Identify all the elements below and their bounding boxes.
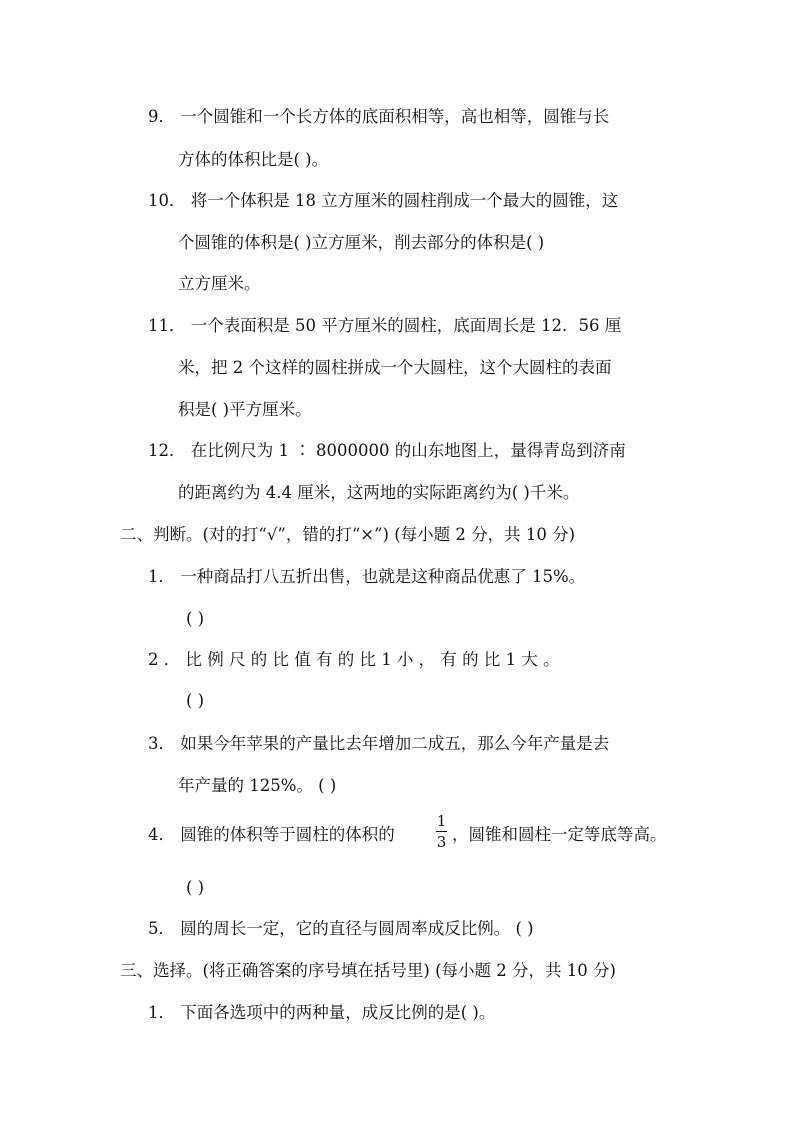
judge-2-text: 2 ． 比 例 尺 的 比 值 有 的 比 1 小 ， 有 的 比 1 大 。 — [148, 650, 560, 669]
judge-5-text: 5． 圆的周长一定，它的直径与圆周率成反比例。 ( ) — [148, 919, 534, 938]
judge-4-fraction — [436, 813, 447, 851]
section-3-heading: 三、选择。(将正确答案的序号填在括号里) (每小题 2 分，共 10 分) — [120, 961, 616, 980]
judge-4-answer-blank[interactable]: ( ) — [186, 878, 205, 897]
judge-2-answer-blank[interactable]: ( ) — [186, 691, 205, 710]
judge-4-text-before: 4． 圆锥的体积等于圆柱的体积的 — [148, 825, 395, 844]
judge-1-answer-blank[interactable]: ( ) — [186, 609, 205, 628]
judge-3-line2: 年产量的 125%。 ( ) — [178, 776, 337, 795]
judge-1-text: 1． 一种商品打八五折出售，也就是这种商品优惠了 15%。 — [148, 567, 586, 586]
judge-4-text-after: ，圆锥和圆柱一定等底等高。 — [452, 825, 667, 844]
q10-line3: 立方厘米。 — [178, 274, 261, 293]
q12-line2: 的距离约为 4.4 厘米，这两地的实际距离约为( )千米。 — [178, 483, 580, 502]
fraction-bar — [436, 831, 447, 832]
fraction-denominator: 3 — [436, 833, 447, 851]
q12-line1: 12． 在比例尺为 1 ∶ 8000000 的山东地图上，量得青岛到济南 — [148, 441, 626, 460]
q10-line2: 个圆锥的体积是( )立方厘米，削去部分的体积是( ) — [178, 233, 545, 252]
q9-line2: 方体的体积比是( )。 — [178, 150, 329, 169]
choice-1-text: 1． 下面各选项中的两种量，成反比例的是( )。 — [148, 1003, 496, 1022]
q10-line1: 10． 将一个体积是 18 立方厘米的圆柱削成一个最大的圆锥，这 — [148, 191, 619, 210]
judge-3-line1: 3． 如果今年苹果的产量比去年增加二成五，那么今年产量是去 — [148, 734, 610, 753]
q11-line2: 米，把 2 个这样的圆柱拼成一个大圆柱，这个大圆柱的表面 — [178, 358, 612, 377]
fraction-numerator: 1 — [436, 812, 447, 830]
q11-line1: 11． 一个表面积是 50 平方厘米的圆柱，底面周长是 12．56 厘 — [148, 316, 622, 335]
section-2-heading: 二、判断。(对的打“√”，错的打“×”) (每小题 2 分，共 10 分) — [120, 525, 576, 544]
q9-line1: 9． 一个圆锥和一个长方体的底面积相等，高也相等，圆锥与长 — [148, 107, 610, 126]
q11-line3: 积是( )平方厘米。 — [178, 400, 312, 419]
